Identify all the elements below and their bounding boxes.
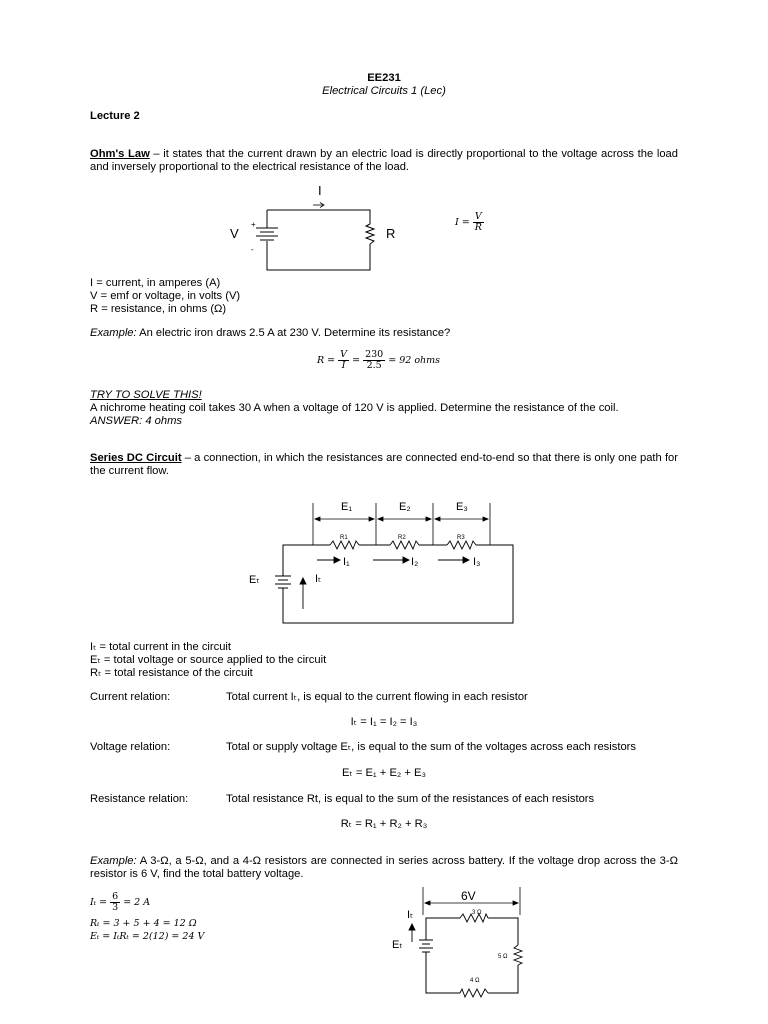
voltage-label: V: [230, 226, 239, 241]
label-3-ohm: 3 Ω: [472, 910, 482, 916]
series-circuit-term: Series DC Circuit: [90, 452, 182, 464]
example-circuit-diagram: [390, 885, 530, 1003]
try-question: A nichrome heating coil takes 30 A when a voltage of 120 V is applied. Determine the resistance of the coil.: [90, 402, 619, 414]
voltage-dimension-arrows: [315, 517, 488, 521]
series-battery-symbol: [275, 576, 291, 594]
label-i3: I₃: [473, 556, 481, 568]
example-label-it: Iₜ: [407, 909, 414, 921]
label-i2: I₂: [411, 556, 419, 568]
label-it: Iₜ: [315, 573, 322, 585]
course-title: Electrical Circuits 1 (Lec): [322, 85, 446, 97]
resistor-r2: [390, 541, 419, 549]
label-e2: E₂: [399, 501, 411, 513]
resistor-r1: [330, 541, 359, 549]
def-current: I = current, in amperes (A): [90, 277, 221, 289]
def-resistance: R = resistance, in ohms (Ω): [90, 303, 227, 315]
try-heading: TRY TO SOLVE THIS!: [90, 389, 202, 401]
voltage-relation-label: Voltage relation:: [90, 741, 171, 753]
plus-sign: +: [251, 220, 256, 229]
example-ohms-law-solution: R = $\frac{V}{I}$ = $\frac{230}{2.5}$ = 92 ohms: [317, 349, 441, 371]
label-4-ohm: 4 Ω: [470, 978, 480, 984]
voltage-relation-text: Total or supply voltage Eₜ, is equal to the sum of the voltages across each resistors: [226, 741, 636, 753]
example-current-arrow: [409, 924, 415, 942]
label-e1: E₁: [341, 501, 353, 513]
label-et: Eₜ: [249, 574, 260, 586]
resistor-symbol: [366, 224, 374, 244]
label-r1: R1: [340, 535, 348, 541]
series-circuit-diagram: [245, 495, 515, 630]
example-battery-symbol: [419, 940, 433, 957]
label-six-volt: 6V: [461, 889, 476, 903]
current-label: I: [318, 183, 322, 198]
current-relation-label: Current relation:: [90, 691, 171, 703]
current-relation-text: Total current Iₜ, is equal to the current flowing in each resistor: [226, 691, 528, 703]
series-circuit-definition: Series DC Circuit – a connection, in which the resistances are connected end-to-end so that there is only one path for the current flow.: [90, 452, 678, 477]
minus-sign: -: [251, 245, 254, 254]
label-r2: R2: [398, 535, 406, 541]
resistance-relation-formula: Rₜ = R₁ + R₂ + R₃: [340, 818, 428, 830]
label-r3: R3: [457, 535, 465, 541]
def-total-current: Iₜ = total current in the circuit: [90, 641, 232, 653]
battery-symbol: [256, 228, 278, 240]
ohms-law-term: Ohm's Law: [90, 148, 150, 160]
solution-total-voltage: Eₜ = IₜRₜ = 2(12) = 24 V: [90, 931, 205, 942]
resistor-5-ohm: [514, 945, 522, 965]
label-5-ohm: 5 Ω: [498, 954, 508, 960]
resistor-r3: [447, 541, 476, 549]
ohms-law-text: – it states that the current drawn by an electric load is directly proportional to the voltage across the load and inversely proportional to the electrical resistance of the load.: [90, 148, 679, 173]
example-series: Example: A 3-Ω, a 5-Ω, and a 4-Ω resistors are connected in series across battery. If the voltage drop across the 3-Ω resistor is 6 V, find the total battery voltage.: [90, 855, 678, 880]
circuit-wire: [267, 210, 370, 270]
ohms-law-circuit-diagram: [220, 180, 400, 275]
def-total-voltage: Eₜ = total voltage or source applied to the circuit: [90, 654, 327, 666]
solution-total-current: Iₜ = $\frac{6}{3}$ = 2 A: [90, 891, 151, 913]
resistor-4-ohm: [460, 989, 488, 997]
voltage-relation-formula: Eₜ = E₁ + E₂ + E₃: [341, 767, 427, 779]
current-arrows: [300, 557, 469, 609]
def-voltage: V = emf or voltage, in volts (V): [90, 290, 241, 302]
current-relation-formula: Iₜ = I₁ = I₂ = I₃: [350, 716, 418, 728]
resistance-relation-label: Resistance relation:: [90, 793, 189, 805]
example-label-et: Eₜ: [392, 939, 403, 951]
label-e3: E₃: [456, 501, 468, 513]
resistance-relation-text: Total resistance Rt, is equal to the sum of the resistances of each resistors: [226, 793, 595, 805]
try-answer: ANSWER: 4 ohms: [90, 415, 183, 427]
label-i1: I₁: [343, 556, 350, 568]
def-total-resistance: Rₜ = total resistance of the circuit: [90, 667, 253, 679]
resistance-label: R: [386, 226, 396, 241]
course-code: EE231: [367, 72, 401, 84]
solution-total-resistance: Rₜ = 3 + 5 + 4 = 12 Ω: [90, 918, 197, 929]
example-ohms-law: Example: An electric iron draws 2.5 A at 230 V. Determine its resistance?: [90, 327, 451, 339]
ohms-law-formula: I = $\frac{V}{R}$: [455, 211, 482, 233]
ohms-law-definition: [90, 148, 678, 174]
lecture-heading: Lecture 2: [90, 110, 140, 122]
